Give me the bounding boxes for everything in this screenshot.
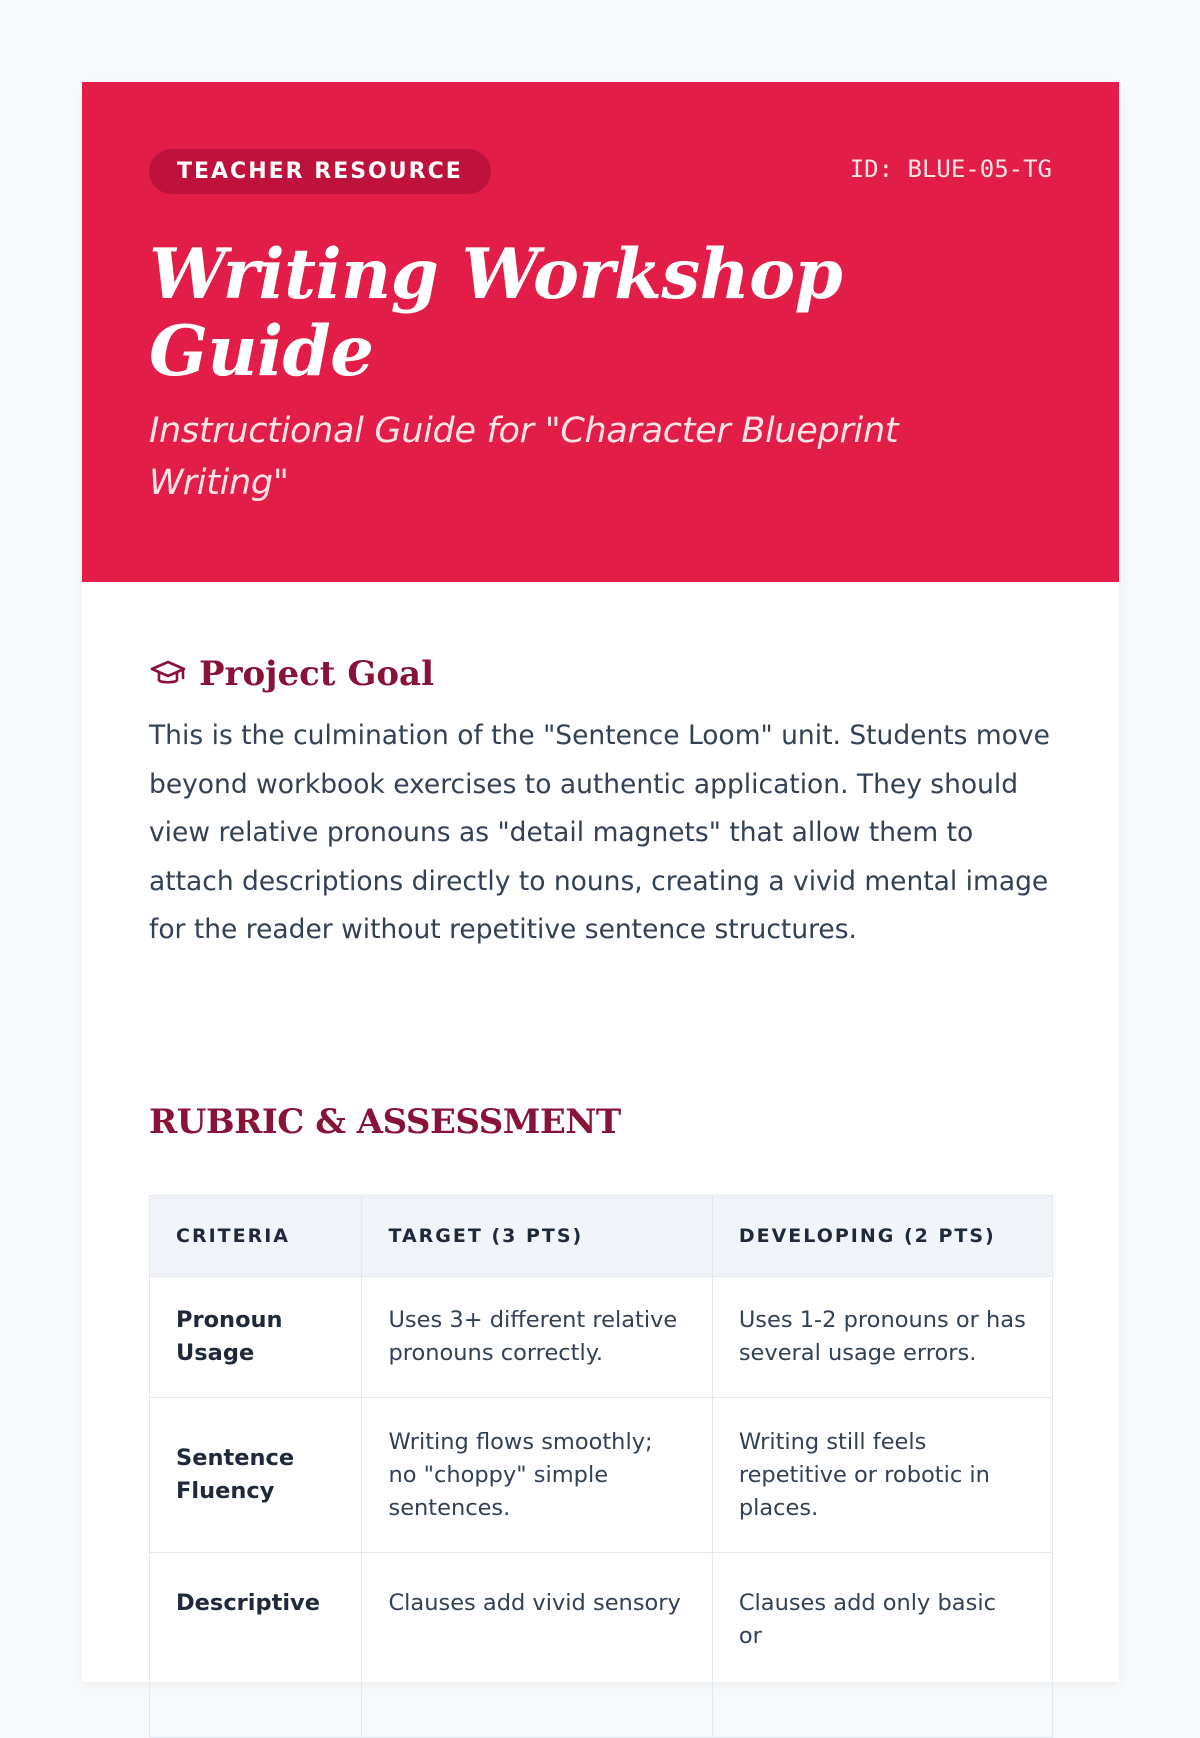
project-goal-title: Project Goal xyxy=(199,654,434,694)
rubric-table xyxy=(149,1195,1053,1738)
table-row xyxy=(150,1398,1053,1553)
criteria-cell: Sentence Fluency xyxy=(150,1398,362,1553)
column-header-developing: DEVELOPING (2 PTS) xyxy=(712,1196,1052,1277)
criteria-cell: Pronoun Usage xyxy=(150,1277,362,1398)
developing-cell: Clauses add only basic or xyxy=(712,1553,1052,1738)
developing-cell: Writing still feels repetitive or robotic in places. xyxy=(712,1398,1052,1553)
table-header-row xyxy=(150,1196,1053,1277)
guide-card xyxy=(82,82,1119,1682)
target-cell: Clauses add vivid sensory xyxy=(362,1553,712,1738)
criteria-cell: Descriptive xyxy=(150,1553,362,1738)
document-id: ID: BLUE-05-TG xyxy=(849,155,1052,183)
rubric-heading: RUBRIC & ASSESSMENT xyxy=(149,1102,621,1142)
table-row xyxy=(150,1553,1053,1738)
column-header-criteria: CRITERIA xyxy=(150,1196,362,1277)
project-goal-description: This is the culmination of the "Sentence Loom" unit. Students move beyond workbook exercises to authentic application. They should view relative pronouns as "detail magnets" that allow them to attach descriptions directly to nouns, creating a vivid mental image for the reader without repetitive sentence structures. xyxy=(149,720,1050,945)
developing-cell: Uses 1-2 pronouns or has several usage errors. xyxy=(712,1277,1052,1398)
header-banner xyxy=(82,82,1119,582)
page-subtitle: Instructional Guide for "Character Blueprint Writing" xyxy=(149,411,899,503)
table-row xyxy=(150,1277,1053,1398)
target-cell: Uses 3+ different relative pronouns correctly. xyxy=(362,1277,712,1398)
project-goal-heading xyxy=(149,652,434,696)
resource-badge: TEACHER RESOURCE xyxy=(149,149,491,194)
page-title: Writing Workshop Guide xyxy=(149,234,843,392)
target-cell: Writing flows smoothly; no "choppy" simple sentences. xyxy=(362,1398,712,1553)
graduation-cap-icon xyxy=(149,655,187,693)
column-header-target: TARGET (3 PTS) xyxy=(362,1196,712,1277)
